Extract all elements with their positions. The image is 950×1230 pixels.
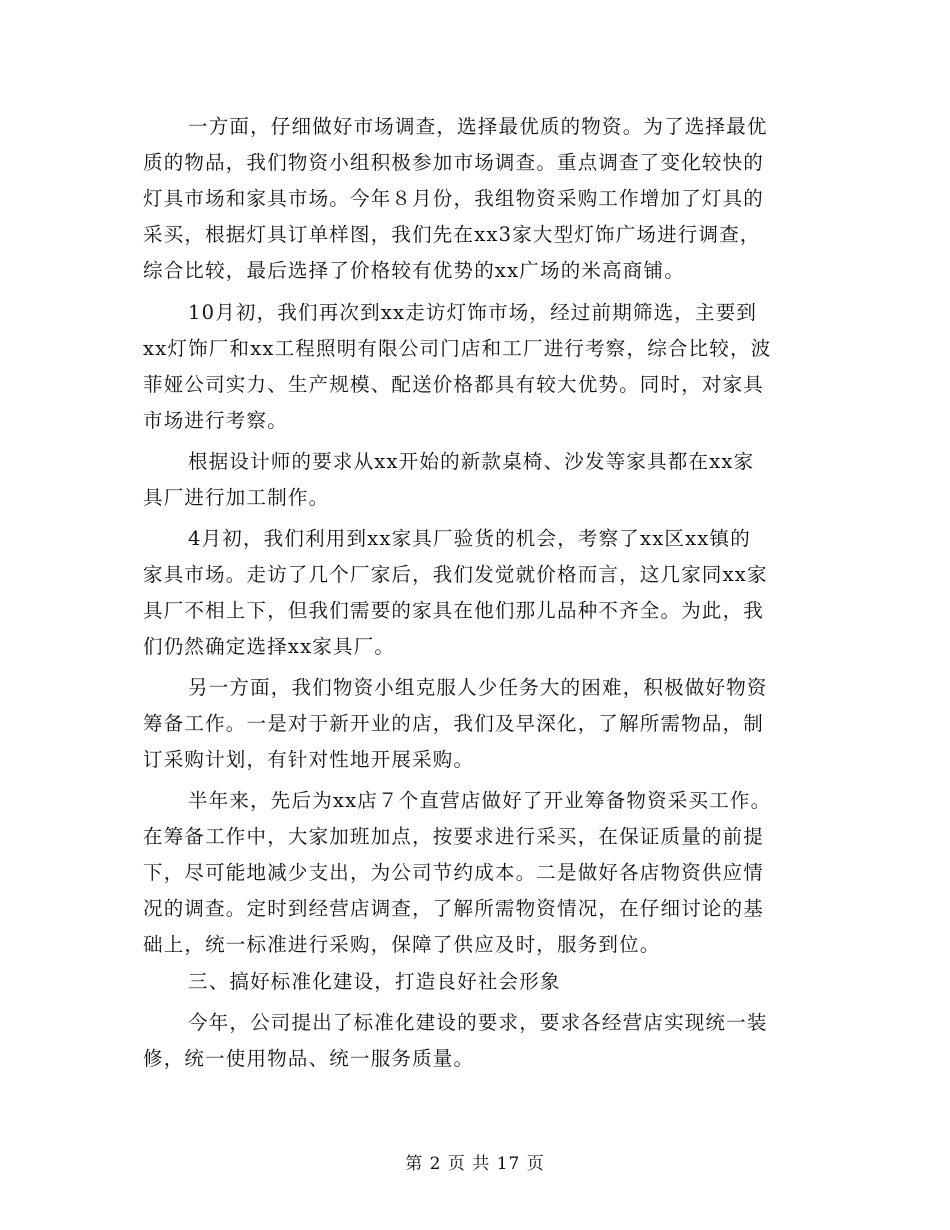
paragraph-4-line-2: 家具市场。走访了几个厂家后，我们发觉就价格而言，这几家同xx家: [143, 563, 768, 586]
paragraph-5-line-2: 筹备工作。一是对于新开业的店，我们及早深化，了解所需物品，制: [143, 712, 765, 735]
paragraph-5-line-3: 订采购计划，有针对性地开展采购。: [143, 748, 475, 771]
paragraph-4-line-1: 4月初，我们利用到xx家具厂验货的机会，考察了xx区xx镇的: [188, 527, 751, 550]
section-heading: 三、搞好标准化建设，打造良好社会形象: [188, 970, 561, 993]
paragraph-2-line-3: 菲娅公司实力、生产规模、配送价格都具有较大优势。同时，对家具: [143, 373, 765, 396]
paragraph-1-line-5: 综合比较，最后选择了价格较有优势的xx广场的米高商铺。: [143, 259, 685, 282]
paragraph-6-line-5: 础上，统一标准进行采购，保障了供应及时，服务到位。: [143, 933, 661, 956]
paragraph-7-line-1: 今年，公司提出了标准化建设的要求，要求各经营店实现统一装: [188, 1011, 768, 1034]
paragraph-6-line-4: 况的调查。定时到经营店调查，了解所需物资情况，在仔细讨论的基: [143, 897, 765, 920]
paragraph-1-line-4: 采买，根据灯具订单样图，我们先在xx3家大型灯饰广场进行调查，: [143, 223, 761, 246]
paragraph-3-line-1: 根据设计师的要求从xx开始的新款桌椅、沙发等家具都在xx家: [188, 450, 755, 473]
paragraph-6-line-3: 下，尽可能地减少支出，为公司节约成本。二是做好各店物资供应情: [143, 861, 765, 884]
paragraph-3-line-2: 具厂进行加工制作。: [143, 486, 330, 509]
paragraph-5-line-1: 另一方面，我们物资小组克服人少任务大的困难，积极做好物资: [188, 676, 768, 699]
paragraph-2-line-2: xx灯饰厂和xx工程照明有限公司门店和工厂进行考察，综合比较，波: [143, 337, 772, 360]
paragraph-6-line-2: 在筹备工作中，大家加班加点，按要求进行采买，在保证质量的前提: [143, 825, 765, 848]
paragraph-6-line-1: 半年来，先后为xx店７个直营店做好了开业筹备物资采买工作。: [188, 789, 772, 812]
paragraph-2-line-1: 10月初，我们再次到xx走访灯饰市场，经过前期筛选，主要到: [188, 301, 758, 324]
paragraph-7-line-2: 修，统一使用物品、统一服务质量。: [143, 1047, 475, 1070]
paragraph-2-line-4: 市场进行考察。: [143, 409, 288, 432]
paragraph-1-line-2: 质的物品，我们物资小组积极参加市场调查。重点调查了变化较快的: [143, 151, 765, 174]
paragraph-4-line-3: 具厂不相上下，但我们需要的家具在他们那儿品种不齐全。为此，我: [143, 599, 765, 622]
page-number-footer: 第 2 页 共 17 页: [405, 1154, 545, 1174]
paragraph-1-line-1: 一方面，仔细做好市场调查，选择最优质的物资。为了选择最优: [188, 115, 768, 138]
paragraph-1-line-3: 灯具市场和家具市场。今年８月份，我组物资采购工作增加了灯具的: [143, 187, 765, 210]
paragraph-4-line-4: 们仍然确定选择xx家具厂。: [143, 635, 396, 658]
